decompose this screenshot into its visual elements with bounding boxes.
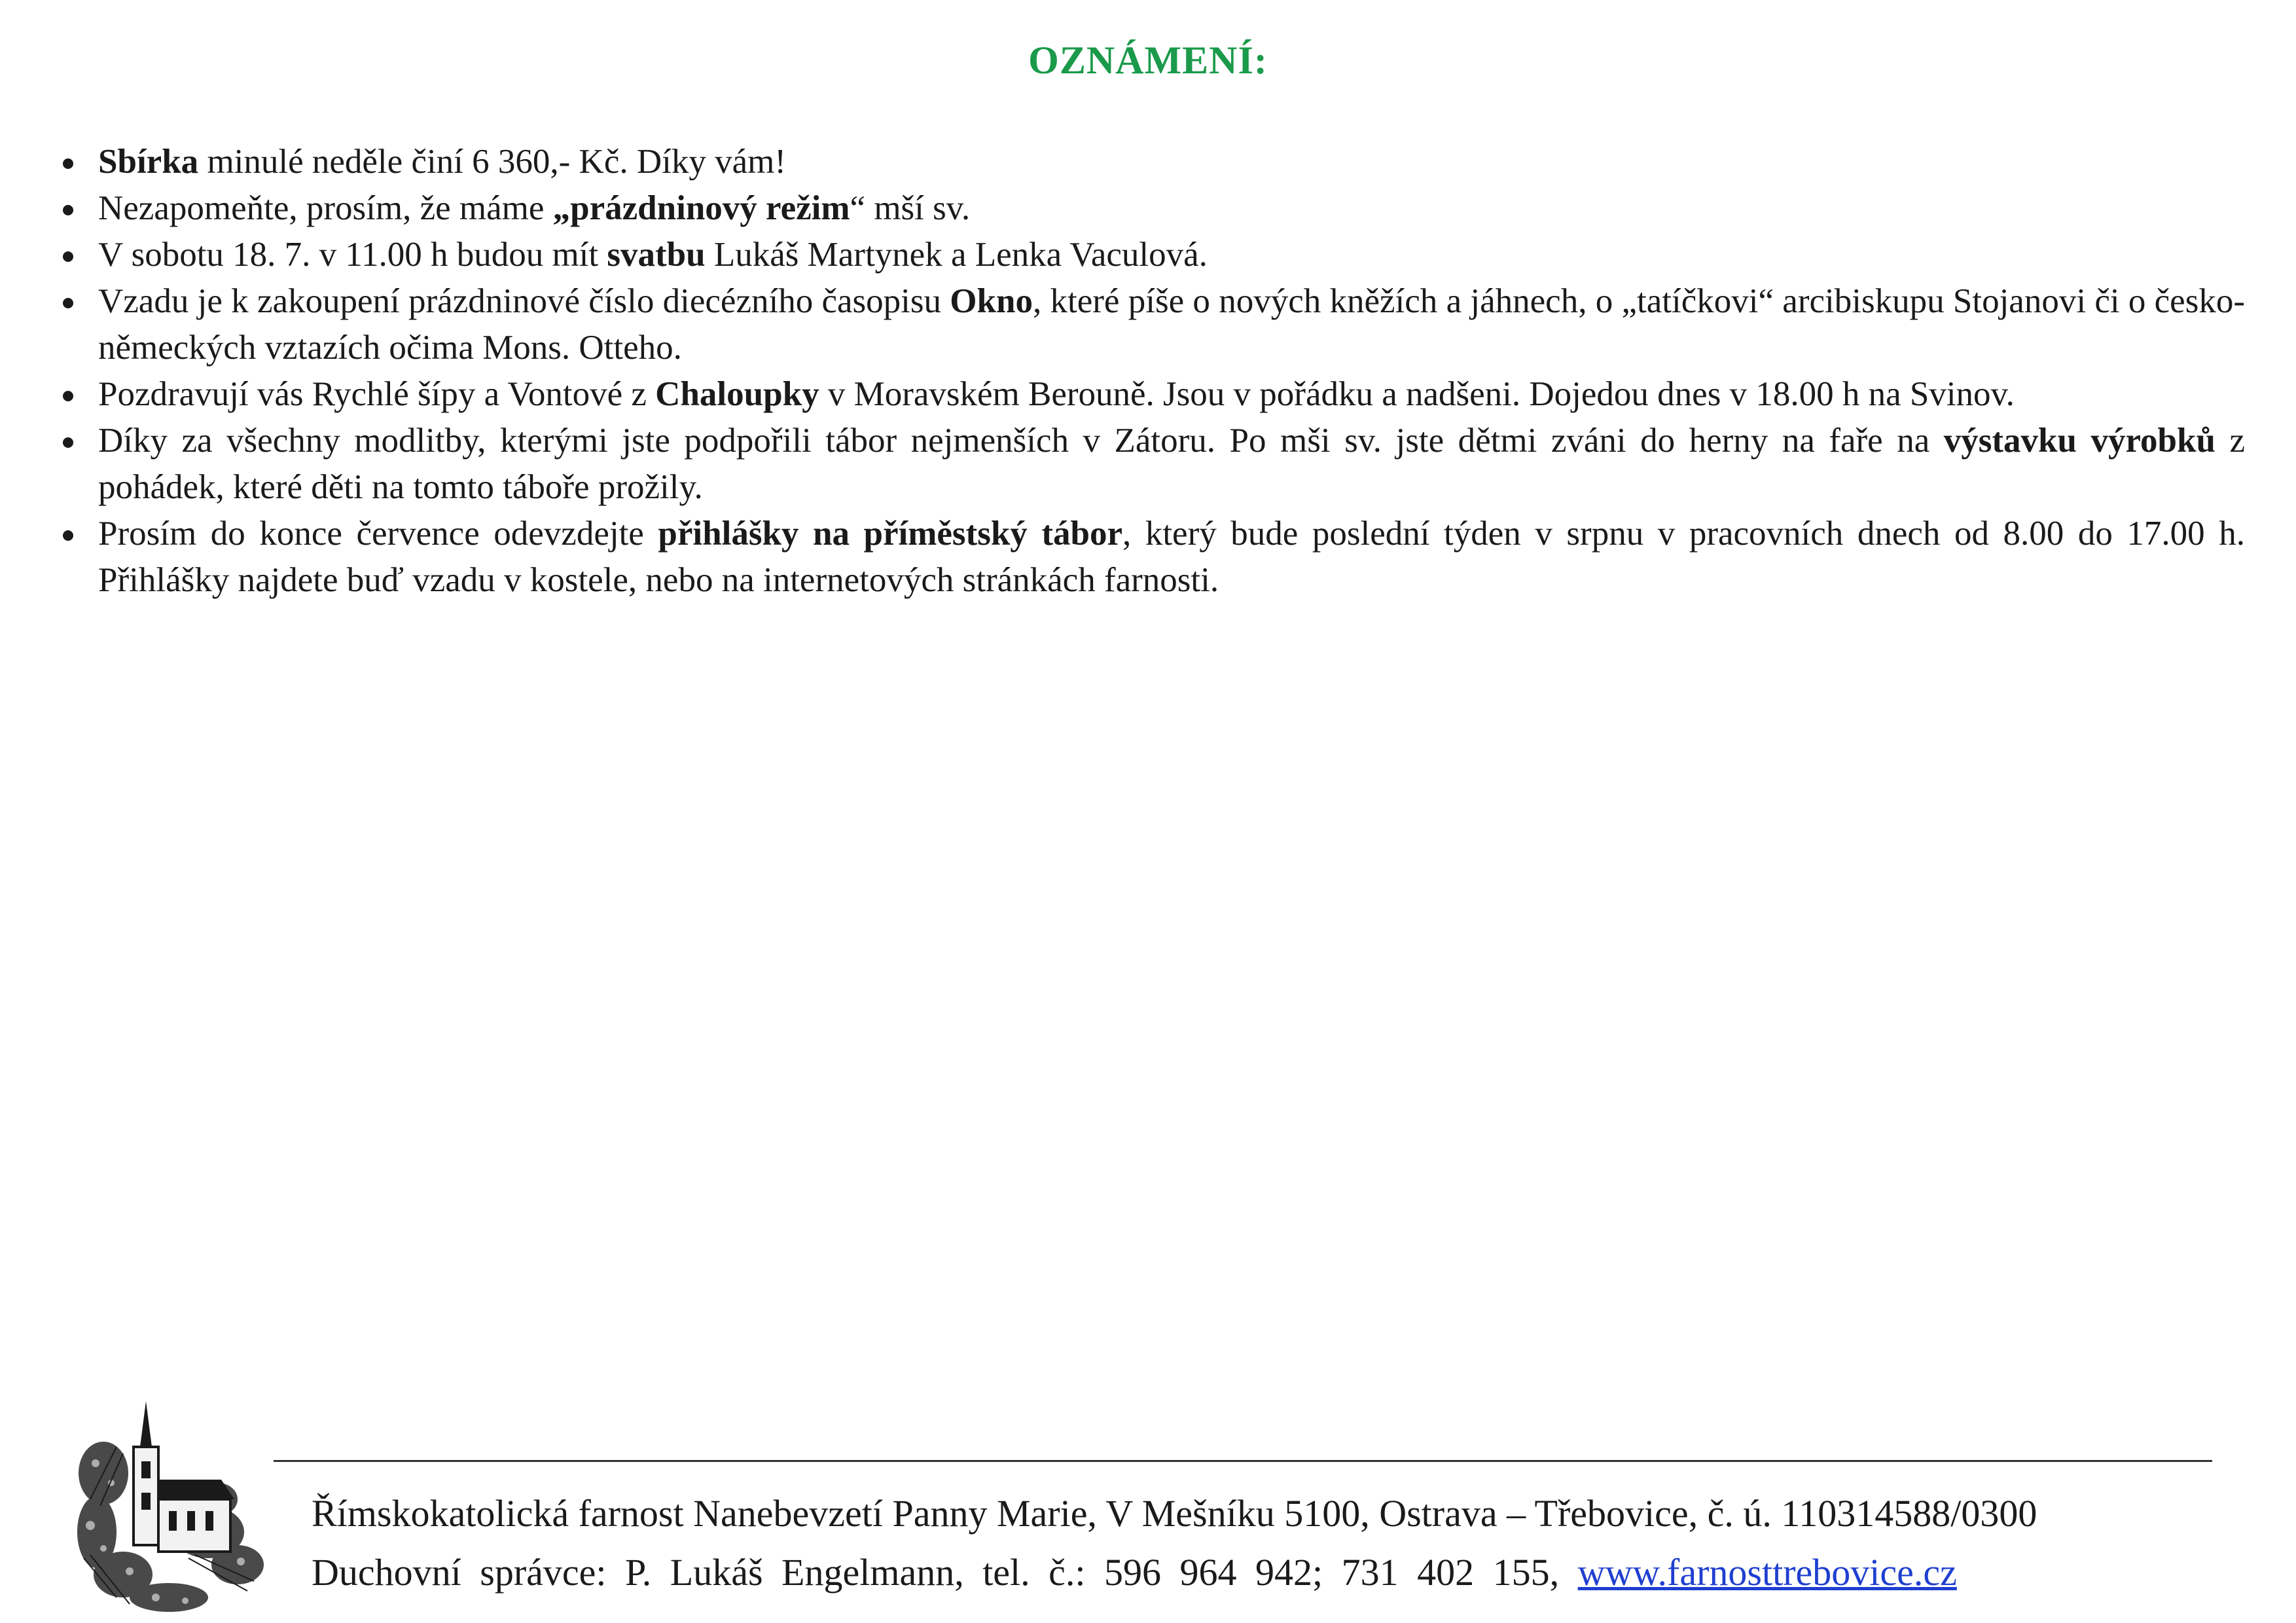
item-text-rest: Lukáš Martynek a Lenka Vaculová. [705, 236, 1208, 274]
list-item [98, 371, 2245, 418]
footer-divider [274, 1460, 2212, 1462]
website-link[interactable]: www.farnosttrebovice.cz [1577, 1551, 1957, 1594]
item-text-pre: Nezapomeňte, prosím, že máme [98, 189, 553, 227]
footer-contact [312, 1550, 1957, 1594]
item-text-pre: Prosím do konce července odevzdejte [98, 515, 658, 553]
bullet-icon [63, 437, 73, 448]
item-text-rest: z pohádek, které děti na tomto táboře prožily. [98, 422, 2245, 506]
item-text-bold: svatbu [607, 236, 706, 274]
bullet-icon [63, 205, 73, 215]
item-text-pre: Pozdravují vás Rychlé šípy a Vontové z [98, 375, 656, 413]
item-text-rest: , které píše o nových kněžích a jáhnech, o „tatíčkovi“ arcibiskupu Stojanovi či o česko-německých vztazích očima Mons. Otteho. [98, 282, 2245, 367]
list-item [98, 511, 2245, 604]
bullet-icon [63, 530, 73, 541]
bullet-icon [63, 298, 73, 308]
item-text-pre: Vzadu je k zakoupení prázdninové číslo diecézního časopisu [98, 282, 950, 320]
footer-address: Římskokatolická farnost Nanebevzetí Panny Marie, V Mešníku 5100, Ostrava – Třebovice, č. ú. 110314588/0300 [312, 1492, 2037, 1535]
item-text-rest: , který bude poslední týden v srpnu v pracovních dnech od 8.00 do 17.00 h. Přihlášky najdete buď vzadu v kostele, nebo na internetových stránkách farnosti. [98, 515, 2245, 599]
bullet-icon [63, 391, 73, 401]
item-text-bold: výstavku výrobků [1943, 422, 2215, 460]
item-text-bold: Okno [950, 282, 1033, 320]
item-text-bold: Sbírka [98, 143, 199, 181]
item-text-bold: „prázdninový režim [552, 189, 850, 227]
item-text-bold: přihlášky na příměstský tábor [658, 515, 1123, 553]
item-text-rest: “ mší sv. [850, 189, 971, 227]
page-title: OZNÁMENÍ: [1028, 39, 1268, 82]
list-item [98, 139, 2245, 185]
bullet-icon [63, 251, 73, 262]
contact-text: Duchovní správce: P. Lukáš Engelmann, tel. č.: 596 964 942; 731 402 155, [312, 1551, 1578, 1594]
list-item [98, 278, 2245, 371]
item-text-bold: Chaloupky [655, 375, 819, 413]
bullet-icon [63, 158, 73, 169]
list-item [98, 185, 2245, 232]
item-text-pre: Díky za všechny modlitby, kterými jste podpořili tábor nejmenších v Zátoru. Po mši sv. jste dětmi zváni do herny na faře na [98, 422, 1944, 460]
item-text-pre: V sobotu 18. 7. v 11.00 h budou mít [98, 236, 607, 274]
list-item [98, 418, 2245, 511]
announcement-list [98, 139, 2245, 604]
church-icon [77, 1401, 267, 1617]
item-text-rest: minulé neděle činí 6 360,- Kč. Díky vám! [198, 143, 787, 181]
item-text-rest: v Moravském Berouně. Jsou v pořádku a nadšeni. Dojedou dnes v 18.00 h na Svinov. [819, 375, 2015, 413]
list-item [98, 232, 2245, 278]
